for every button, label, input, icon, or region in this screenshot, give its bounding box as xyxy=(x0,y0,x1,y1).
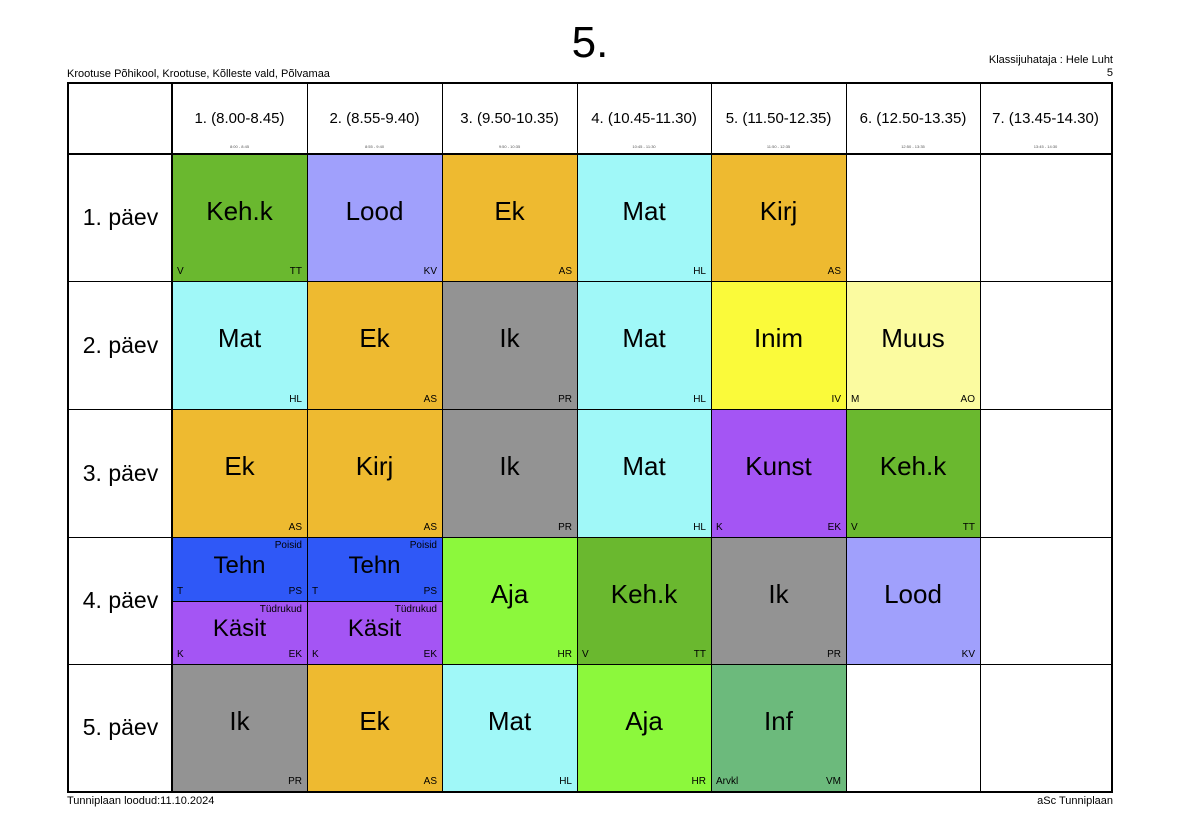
lesson-teacher: EK xyxy=(827,522,841,533)
lesson-teacher: AS xyxy=(423,522,437,533)
lesson-subject: Lood xyxy=(345,195,404,226)
lesson-room: V xyxy=(582,649,589,660)
period-label: 6. (12.50-13.35) xyxy=(859,110,967,127)
period-header xyxy=(442,84,577,154)
lesson-group: Poisid xyxy=(274,540,302,551)
day-label: 1. päev xyxy=(82,204,159,230)
lesson-room: V xyxy=(177,266,184,277)
lesson-cell[interactable] xyxy=(172,409,307,537)
lesson-teacher: PS xyxy=(288,585,302,597)
period-label: 3. (9.50-10.35) xyxy=(460,110,559,127)
period-header xyxy=(980,84,1111,154)
lesson-subject: Käsit xyxy=(347,615,402,643)
lesson-cell[interactable] xyxy=(577,664,711,791)
lesson-cell[interactable] xyxy=(172,664,307,791)
period-header xyxy=(307,84,442,154)
lesson-room: T xyxy=(312,585,319,597)
lesson-cell[interactable] xyxy=(577,537,711,664)
lesson-cell[interactable] xyxy=(846,281,980,409)
lesson-teacher: AS xyxy=(288,522,302,533)
lesson-cell[interactable] xyxy=(711,154,846,281)
lesson-cell[interactable] xyxy=(442,154,577,281)
lesson-subject: Ik xyxy=(229,705,250,736)
grid-divider xyxy=(711,84,712,791)
period-label: 1. (8.00-8.45) xyxy=(194,110,285,127)
lesson-subject: Lood xyxy=(884,578,942,609)
lesson-cell[interactable] xyxy=(307,601,442,665)
lesson-subject: Keh.k xyxy=(879,451,947,481)
page-number: 5 xyxy=(1106,67,1113,79)
lesson-cell[interactable] xyxy=(846,537,980,664)
grid-divider xyxy=(171,84,173,791)
lesson-room: Arvkl xyxy=(716,776,739,787)
school-name: Krootuse Põhikool, Krootuse, Kõlleste vald, Põlvamaa xyxy=(67,68,330,80)
lesson-cell[interactable] xyxy=(307,281,442,409)
lesson-cell[interactable] xyxy=(711,537,846,664)
lesson-group: Tüdrukud xyxy=(394,603,437,615)
lesson-teacher: IV xyxy=(831,394,841,405)
lesson-teacher: HL xyxy=(289,394,302,405)
lesson-teacher: PR xyxy=(558,522,572,533)
lesson-cell[interactable] xyxy=(442,537,577,664)
lesson-subject: Mat xyxy=(622,451,666,481)
lesson-teacher: PS xyxy=(423,585,437,597)
grid-divider xyxy=(69,153,1111,155)
lesson-teacher: HL xyxy=(693,394,706,405)
period-time-small: 8:55 - 9:40 xyxy=(364,144,385,149)
lesson-teacher: TT xyxy=(693,649,706,660)
lesson-subject: Ek xyxy=(224,451,255,481)
lesson-subject: Ik xyxy=(499,451,520,481)
created-date: Tunniplaan loodud:11.10.2024 xyxy=(67,795,215,807)
lesson-teacher: TT xyxy=(289,266,302,277)
period-header xyxy=(711,84,846,154)
lesson-cell[interactable] xyxy=(577,409,711,537)
period-header xyxy=(172,84,307,154)
lesson-teacher: EK xyxy=(288,649,302,660)
lesson-teacher: PR xyxy=(288,776,302,787)
period-header xyxy=(846,84,980,154)
lesson-teacher: AS xyxy=(827,266,841,277)
grid-divider xyxy=(577,84,578,791)
lesson-teacher: PR xyxy=(558,394,572,405)
period-time-small: 13:45 - 14:30 xyxy=(1033,144,1058,149)
grid-divider xyxy=(846,84,847,791)
grid-divider xyxy=(69,281,1111,282)
lesson-subject: Tehn xyxy=(213,551,266,579)
timetable-grid xyxy=(67,82,1113,793)
lesson-room: K xyxy=(716,522,723,533)
lesson-subject: Ek xyxy=(359,705,390,736)
day-label: 3. päev xyxy=(82,460,159,486)
grid-divider xyxy=(172,601,307,602)
lesson-teacher: AO xyxy=(960,394,975,405)
lesson-cell[interactable] xyxy=(172,601,307,665)
grid-divider xyxy=(307,601,442,602)
lesson-cell[interactable] xyxy=(442,281,577,409)
lesson-room: K xyxy=(177,649,184,660)
lesson-cell[interactable] xyxy=(307,537,442,601)
lesson-teacher: AS xyxy=(558,266,572,277)
lesson-teacher: HL xyxy=(693,266,706,277)
lesson-cell[interactable] xyxy=(577,281,711,409)
lesson-cell[interactable] xyxy=(307,409,442,537)
lesson-subject: Keh.k xyxy=(610,578,678,609)
grid-divider xyxy=(307,84,308,791)
lesson-subject: Mat xyxy=(622,323,666,353)
lesson-teacher: KV xyxy=(961,649,975,660)
lesson-room: K xyxy=(312,649,319,660)
lesson-teacher: VM xyxy=(826,776,841,787)
lesson-teacher: TT xyxy=(962,522,975,533)
lesson-teacher: KV xyxy=(423,266,437,277)
period-time-small: 8:00 - 8:45 xyxy=(229,144,250,149)
lesson-subject: Aja xyxy=(490,578,529,609)
lesson-subject: Mat xyxy=(487,705,532,736)
lesson-cell[interactable] xyxy=(172,281,307,409)
period-label: 5. (11.50-12.35) xyxy=(725,110,832,127)
lesson-teacher: AS xyxy=(423,394,437,405)
period-header xyxy=(577,84,711,154)
period-label: 4. (10.45-11.30) xyxy=(591,110,697,127)
class-teacher: Klassijuhataja : Hele Luht xyxy=(988,54,1113,66)
lesson-subject: Kunst xyxy=(745,451,812,481)
lesson-room: V xyxy=(851,522,858,533)
lesson-cell[interactable] xyxy=(442,409,577,537)
lesson-teacher: HL xyxy=(559,776,572,787)
lesson-subject: Keh.k xyxy=(206,195,273,226)
lesson-subject: Ik xyxy=(768,578,789,609)
lesson-subject: Muus xyxy=(881,323,945,353)
grid-divider xyxy=(980,84,981,791)
class-teacher-block xyxy=(989,54,1113,80)
period-time-small: 12:50 - 13:35 xyxy=(901,144,925,149)
grid-divider xyxy=(69,409,1111,410)
lesson-teacher: PR xyxy=(827,649,841,660)
period-time-small: 9:50 - 10:35 xyxy=(498,144,521,149)
lesson-cell[interactable] xyxy=(577,154,711,281)
grid-divider xyxy=(69,537,1111,538)
lesson-subject: Inim xyxy=(753,323,804,353)
lesson-subject: Aja xyxy=(625,705,663,736)
period-time-small: 11:50 - 12:35 xyxy=(766,144,791,149)
lesson-group: Tüdrukud xyxy=(259,603,302,615)
lesson-teacher: EK xyxy=(423,649,437,660)
day-label: 5. päev xyxy=(82,714,159,740)
lesson-cell[interactable] xyxy=(711,281,846,409)
lesson-cell[interactable] xyxy=(307,154,442,281)
period-label: 2. (8.55-9.40) xyxy=(329,110,420,127)
lesson-teacher: HR xyxy=(691,776,706,787)
lesson-subject: Mat xyxy=(217,323,262,353)
grid-divider xyxy=(442,84,443,791)
lesson-subject: Kirj xyxy=(355,451,394,481)
lesson-group: Poisid xyxy=(409,540,437,551)
lesson-cell[interactable] xyxy=(442,664,577,791)
lesson-subject: Mat xyxy=(622,195,666,226)
lesson-subject: Ek xyxy=(494,195,525,226)
lesson-cell[interactable] xyxy=(711,664,846,791)
lesson-cell[interactable] xyxy=(172,154,307,281)
lesson-teacher: AS xyxy=(423,776,437,787)
lesson-subject: Käsit xyxy=(212,615,267,643)
lesson-cell[interactable] xyxy=(711,409,846,537)
lesson-cell[interactable] xyxy=(846,409,980,537)
lesson-subject: Inf xyxy=(764,705,793,736)
lesson-room: M xyxy=(851,394,860,405)
lesson-cell[interactable] xyxy=(172,537,307,601)
period-label: 7. (13.45-14.30) xyxy=(992,110,1099,127)
lesson-subject: Tehn xyxy=(348,551,401,579)
lesson-subject: Ik xyxy=(499,323,520,353)
day-label: 2. päev xyxy=(82,332,159,358)
class-title: 5. xyxy=(571,18,609,67)
lesson-subject: Kirj xyxy=(759,195,798,226)
period-time-small: 10:45 - 11:30 xyxy=(632,144,656,149)
generator-brand: aSc Tunniplaan xyxy=(1037,795,1113,807)
lesson-teacher: HR xyxy=(557,649,572,660)
lesson-room: T xyxy=(177,585,184,597)
day-label: 4. päev xyxy=(82,587,159,613)
grid-divider xyxy=(69,664,1111,665)
lesson-teacher: HL xyxy=(693,522,706,533)
lesson-cell[interactable] xyxy=(307,664,442,791)
lesson-subject: Ek xyxy=(359,323,390,353)
